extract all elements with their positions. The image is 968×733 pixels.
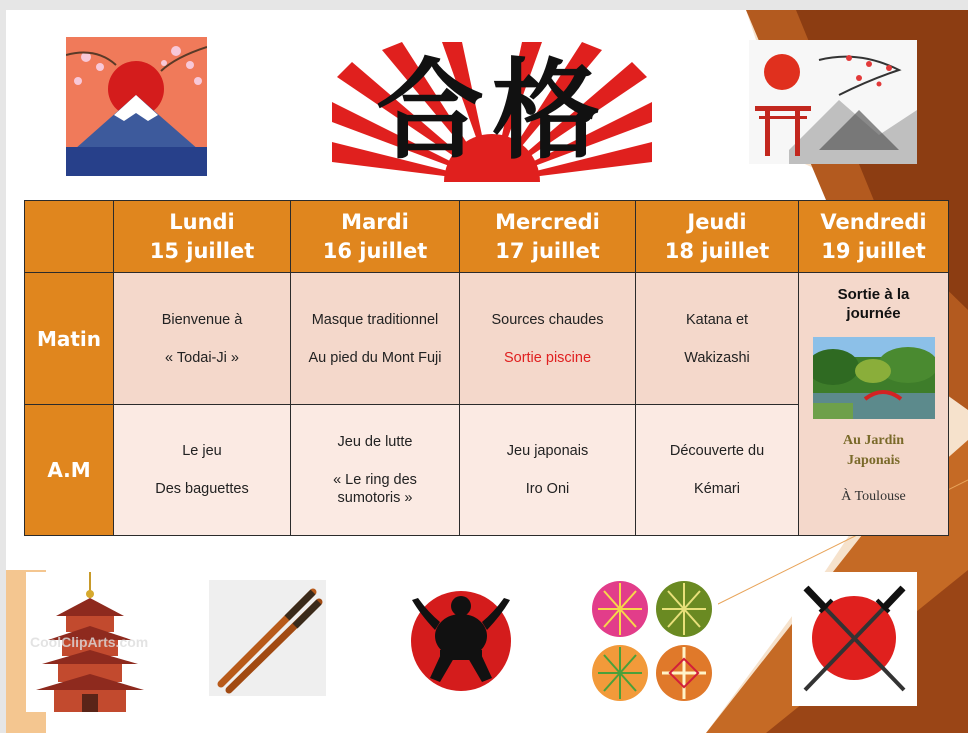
- temari-balls-image: [588, 573, 718, 704]
- crossed-katanas-image: [792, 572, 917, 706]
- title-kanji-banner: [332, 42, 652, 182]
- friday-heading: Sortie à la journée: [837, 286, 910, 322]
- japanese-garden-image: [813, 337, 935, 419]
- schedule-table: [24, 200, 949, 536]
- pagoda-image: [26, 572, 156, 712]
- watermark-text: CoolClipArts.com: [30, 634, 149, 650]
- torii-gate-image: [749, 40, 917, 164]
- corner-cell: [25, 201, 114, 273]
- matin-cell-thursday: Katana et Wakizashi: [636, 273, 799, 405]
- day-header-tuesday: Mardi 16 juillet: [291, 201, 460, 273]
- am-cell-monday: Le jeu Des baguettes: [114, 405, 291, 536]
- matin-cell-monday: Bienvenue à « Todai-Ji »: [114, 273, 291, 405]
- sumo-wrestler-image: [400, 578, 522, 703]
- day-header-monday: Lundi 15 juillet: [114, 201, 291, 273]
- am-cell-tuesday: Jeu de lutte « Le ring des sumotoris »: [291, 405, 460, 536]
- slide: [6, 10, 968, 733]
- friday-city: À Toulouse: [841, 489, 906, 504]
- matin-row: [25, 273, 949, 405]
- friday-place: Au Jardin Japonais: [842, 433, 905, 468]
- matin-cell-tuesday: Masque traditionnel Au pied du Mont Fuji: [291, 273, 460, 405]
- am-cell-thursday: Découverte du Kémari: [636, 405, 799, 536]
- day-header-friday: Vendredi 19 juillet: [799, 201, 949, 273]
- am-cell-wednesday: Jeu japonais Iro Oni: [460, 405, 636, 536]
- row-label-am: A.M: [25, 405, 114, 536]
- day-header-thursday: Jeudi 18 juillet: [636, 201, 799, 273]
- header-row: [25, 201, 949, 273]
- matin-cell-wednesday: Sources chaudes Sortie piscine: [460, 273, 636, 405]
- mount-fuji-image: [66, 37, 207, 176]
- day-header-wednesday: Mercredi 17 juillet: [460, 201, 636, 273]
- chopsticks-image: [209, 580, 326, 696]
- friday-outing-cell: [799, 273, 949, 536]
- title-kanji: 合格: [375, 49, 608, 174]
- row-label-matin: Matin: [25, 273, 114, 405]
